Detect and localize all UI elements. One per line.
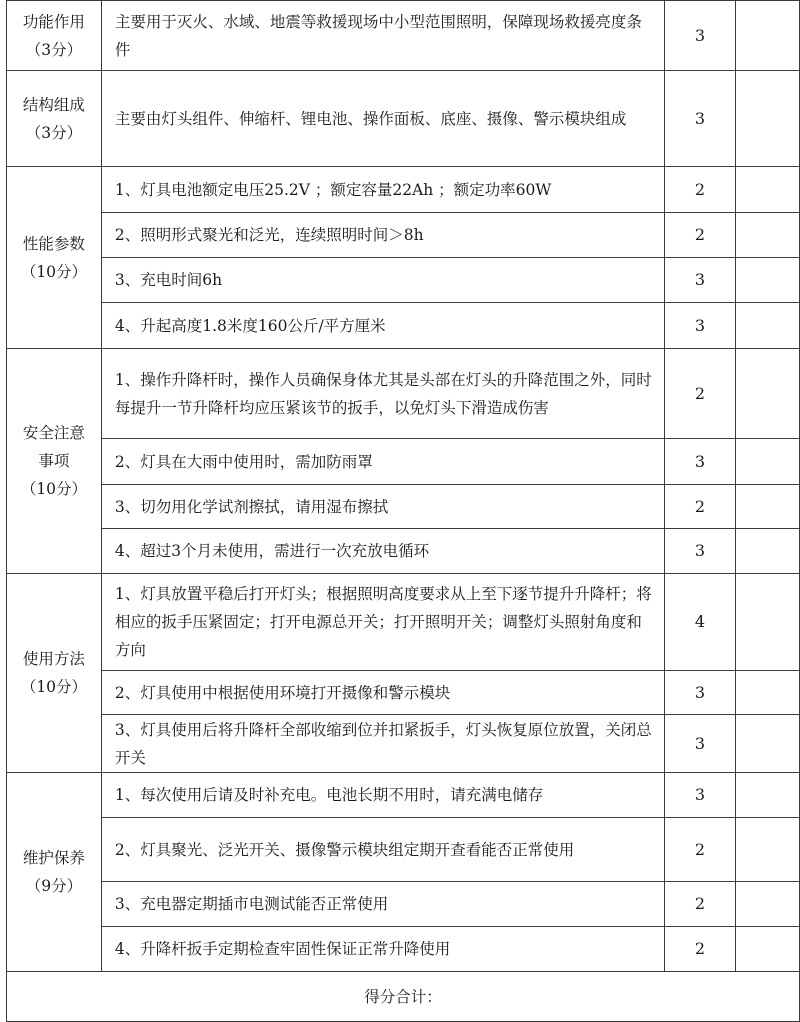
score-value: 2 — [664, 927, 736, 972]
table-row — [7, 303, 800, 349]
category-points: （9分） — [25, 877, 83, 895]
awarded-score-cell — [736, 349, 800, 439]
criterion-text: 4、升降杆扳手定期检查牢固性保证正常升降使用 — [101, 927, 664, 972]
awarded-score-cell — [736, 258, 800, 303]
criterion-text: 主要用于灭火、水域、地震等救援现场中小型范围照明，保障现场救援亮度条件 — [101, 1, 664, 71]
table-row — [7, 671, 800, 715]
table-row — [7, 439, 800, 485]
table-row — [7, 1, 800, 71]
table-row — [7, 258, 800, 303]
awarded-score-cell — [736, 882, 800, 927]
table-row — [7, 882, 800, 927]
category-name: 使用方法 — [22, 650, 85, 668]
awarded-score-cell — [736, 485, 800, 529]
category-cell — [7, 1, 102, 71]
category-points: （3分） — [25, 123, 83, 142]
category-cell — [7, 349, 102, 574]
criterion-text: 1、操作升降杆时，操作人员确保身体尤其是头部在灯头的升降范围之外，同时每提升一节升降杆均应压紧该节的扳手，以免灯头下滑造成伤害 — [101, 349, 664, 439]
score-value: 2 — [664, 167, 736, 213]
category-name: 维护保养 — [22, 849, 85, 867]
awarded-score-cell — [736, 927, 800, 972]
criterion-text: 2、照明形式聚光和泛光，连续照明时间＞8h — [101, 213, 664, 258]
category-cell — [7, 574, 102, 773]
table-row — [7, 349, 800, 439]
criterion-text: 4、升起高度1.8米度160公斤/平方厘米 — [101, 303, 664, 349]
total-label: 得分合计： — [7, 972, 800, 1022]
score-value: 3 — [664, 258, 736, 303]
category-name: 安全注意事项 — [22, 424, 85, 470]
score-value: 3 — [664, 773, 736, 818]
table-row — [7, 927, 800, 972]
awarded-score-cell — [736, 213, 800, 258]
category-points: （10分） — [20, 262, 88, 281]
category-cell — [7, 71, 102, 167]
table-row — [7, 818, 800, 882]
category-points: （3分） — [25, 40, 83, 59]
awarded-score-cell — [736, 529, 800, 574]
category-cell — [7, 167, 102, 349]
table-row — [7, 71, 800, 167]
table-row — [7, 485, 800, 529]
criterion-text: 4、超过3个月未使用，需进行一次充放电循环 — [101, 529, 664, 574]
awarded-score-cell — [736, 71, 800, 167]
criterion-text: 1、每次使用后请及时补充电。电池长期不用时，请充满电储存 — [101, 773, 664, 818]
category-points: （10分） — [20, 678, 88, 696]
score-value: 2 — [664, 818, 736, 882]
awarded-score-cell — [736, 167, 800, 213]
score-value: 2 — [664, 349, 736, 439]
total-row — [7, 972, 800, 1022]
awarded-score-cell — [736, 439, 800, 485]
scoring-table — [6, 0, 800, 1022]
score-value: 2 — [664, 882, 736, 927]
score-value: 2 — [664, 213, 736, 258]
table-row — [7, 529, 800, 574]
category-cell — [7, 773, 102, 972]
score-value: 3 — [664, 715, 736, 773]
category-points: （10分） — [20, 480, 88, 498]
table-row — [7, 574, 800, 671]
awarded-score-cell — [736, 818, 800, 882]
awarded-score-cell — [736, 715, 800, 773]
score-value: 3 — [664, 303, 736, 349]
score-value: 3 — [664, 71, 736, 167]
criterion-text: 3、切勿用化学试剂擦拭，请用湿布擦拭 — [101, 485, 664, 529]
table-row — [7, 715, 800, 773]
criterion-text: 主要由灯头组件、伸缩杆、锂电池、操作面板、底座、摄像、警示模块组成 — [101, 71, 664, 167]
criterion-text: 1、灯具电池额定电压25.2V ；额定容量22Ah ；额定功率60W — [101, 167, 664, 213]
category-name: 结构组成 — [22, 95, 85, 114]
table-row — [7, 167, 800, 213]
score-value: 2 — [664, 485, 736, 529]
awarded-score-cell — [736, 303, 800, 349]
table-row — [7, 213, 800, 258]
criterion-text: 2、灯具在大雨中使用时，需加防雨罩 — [101, 439, 664, 485]
criterion-text: 3、灯具使用后将升降杆全部收缩到位并扣紧扳手，灯头恢复原位放置，关闭总开关 — [101, 715, 664, 773]
awarded-score-cell — [736, 574, 800, 671]
score-value: 3 — [664, 1, 736, 71]
criterion-text: 3、充电时间6h — [101, 258, 664, 303]
awarded-score-cell — [736, 671, 800, 715]
score-value: 3 — [664, 439, 736, 485]
table-row — [7, 773, 800, 818]
score-value: 3 — [664, 529, 736, 574]
score-value: 3 — [664, 671, 736, 715]
criterion-text: 2、灯具聚光、泛光开关、摄像警示模块组定期开查看能否正常使用 — [101, 818, 664, 882]
awarded-score-cell — [736, 773, 800, 818]
category-name: 功能作用 — [22, 12, 85, 31]
criterion-text: 2、灯具使用中根据使用环境打开摄像和警示模块 — [101, 671, 664, 715]
criterion-text: 1、灯具放置平稳后打开灯头；根据照明高度要求从上至下逐节提升升降杆；将相应的扳手压紧固定；打开电源总开关；打开照明开关；调整灯头照射角度和方向 — [101, 574, 664, 671]
score-value: 4 — [664, 574, 736, 671]
awarded-score-cell — [736, 1, 800, 71]
criterion-text: 3、充电器定期插市电测试能否正常使用 — [101, 882, 664, 927]
category-name: 性能参数 — [22, 234, 85, 253]
